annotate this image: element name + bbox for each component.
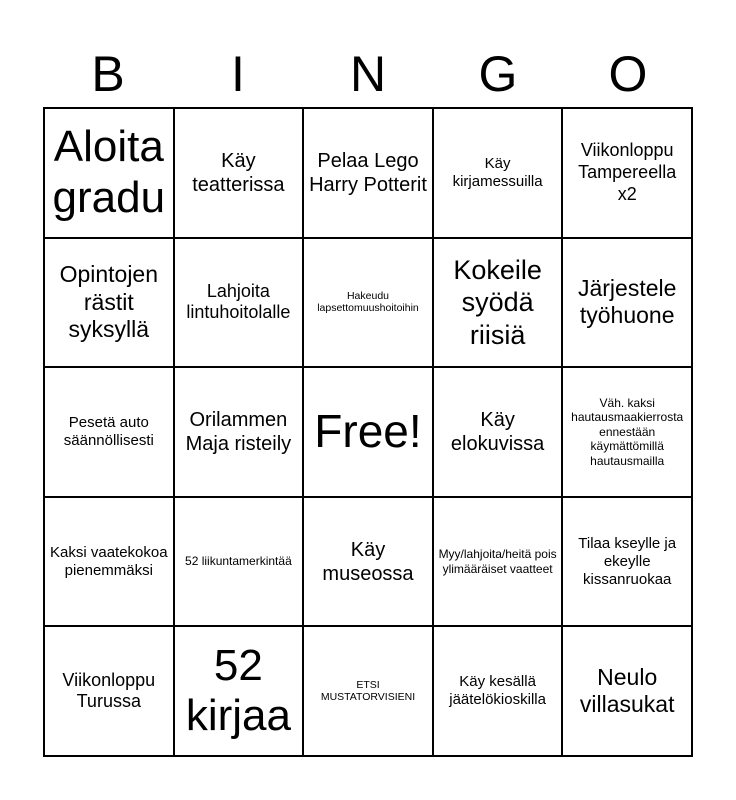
bingo-cell[interactable]: Järjestele työhuone bbox=[562, 238, 692, 368]
bingo-cell[interactable]: Väh. kaksi hautausmaakierrosta ennestään käymättömillä hautausmailla bbox=[562, 367, 692, 497]
header-letter-n: N bbox=[349, 46, 387, 102]
bingo-cell[interactable]: Neulo villasukat bbox=[562, 626, 692, 756]
bingo-cell[interactable]: Käy kirjamessuilla bbox=[433, 108, 563, 238]
bingo-cell[interactable]: Tilaa kseylle ja ekeylle kissanruokaa bbox=[562, 497, 692, 627]
bingo-cell[interactable]: Pesetä auto säännöllisesti bbox=[44, 367, 174, 497]
bingo-cell[interactable]: Käy teatterissa bbox=[174, 108, 304, 238]
bingo-cell[interactable]: 52 kirjaa bbox=[174, 626, 304, 756]
bingo-cell[interactable]: Hakeudu lapsettomuushoitoihin bbox=[303, 238, 433, 368]
header-letter-b: B bbox=[91, 46, 125, 102]
bingo-cell[interactable]: Käy kesällä jäätelökioskilla bbox=[433, 626, 563, 756]
bingo-cell[interactable]: Käy museossa bbox=[303, 497, 433, 627]
bingo-cell[interactable]: Pelaa Lego Harry Potterit bbox=[303, 108, 433, 238]
bingo-cell[interactable]: Kaksi vaatekokoa pienemmäksi bbox=[44, 497, 174, 627]
bingo-cell[interactable]: Opintojen rästit syksyllä bbox=[44, 238, 174, 368]
bingo-cell[interactable]: Lahjoita lintuhoitolalle bbox=[174, 238, 304, 368]
bingo-cell[interactable]: Viikonloppu Tampereella x2 bbox=[562, 108, 692, 238]
bingo-grid bbox=[43, 107, 693, 757]
header-letter-i: I bbox=[231, 46, 245, 102]
header-letter-g: G bbox=[478, 46, 518, 102]
bingo-cell[interactable]: Myy/lahjoita/heitä pois ylimääräiset vaatteet bbox=[433, 497, 563, 627]
bingo-cell[interactable]: 52 liikuntamerkintää bbox=[174, 497, 304, 627]
bingo-cell[interactable]: Aloita gradu bbox=[44, 108, 174, 238]
free-cell[interactable]: Free! bbox=[303, 367, 433, 497]
header-letter-o: O bbox=[608, 46, 648, 102]
bingo-header bbox=[43, 40, 693, 108]
bingo-cell[interactable]: Viikonloppu Turussa bbox=[44, 626, 174, 756]
bingo-cell[interactable]: Käy elokuvissa bbox=[433, 367, 563, 497]
bingo-cell[interactable]: Kokeile syödä riisiä bbox=[433, 238, 563, 368]
bingo-cell[interactable]: ETSI MUSTATORVISIENI bbox=[303, 626, 433, 756]
bingo-cell[interactable]: Orilammen Maja risteily bbox=[174, 367, 304, 497]
